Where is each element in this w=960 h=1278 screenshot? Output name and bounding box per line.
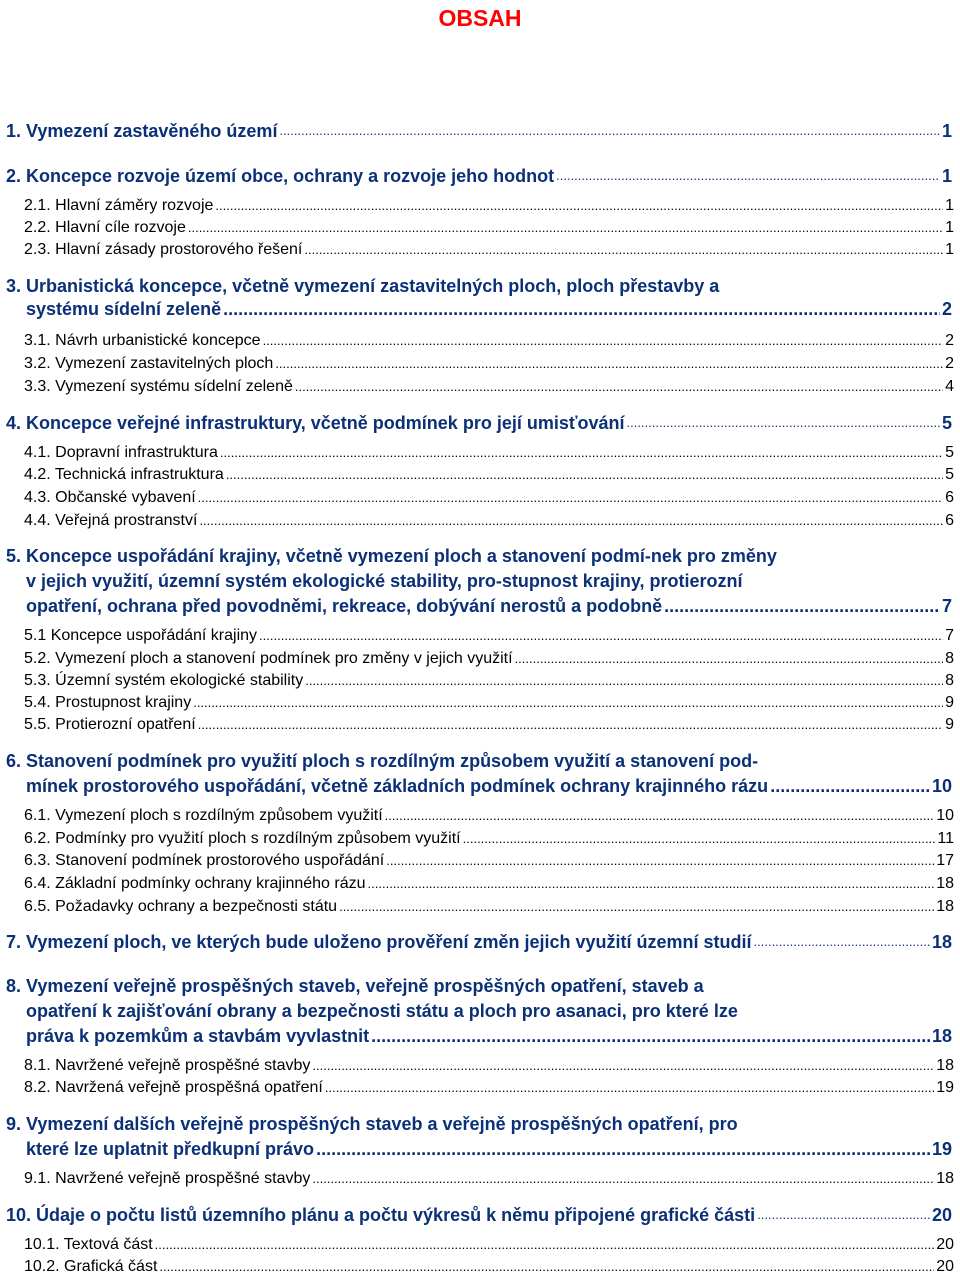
toc-entry-text: 4.2. Technická infrastruktura xyxy=(24,466,224,483)
toc-entry-page: 18 xyxy=(936,898,954,915)
toc-entry-10-1[interactable] xyxy=(24,1234,954,1255)
toc-leader xyxy=(312,1055,934,1076)
toc-entry-text: opatření k zajišťování obrany a bezpečnosti státu a ploch pro asanaci, pro které lze xyxy=(26,1001,738,1021)
toc-leader xyxy=(305,670,943,691)
toc-entry-5-5[interactable] xyxy=(24,714,954,735)
toc-entry-page: 18 xyxy=(936,1170,954,1187)
toc-leader xyxy=(215,195,943,216)
toc-leader xyxy=(463,828,936,849)
toc-entry-text: 4.1. Dopravní infrastruktura xyxy=(24,444,218,461)
toc-entry-text: 2.1. Hlavní záměry rozvoje xyxy=(24,197,214,214)
page-title: OBSAH xyxy=(438,5,522,31)
toc-entry-page: 19 xyxy=(936,1079,954,1096)
toc-entry-text: 6.1. Vymezení ploch s rozdílným způsobem využití xyxy=(24,807,383,824)
toc-leader xyxy=(770,774,930,798)
toc-entry-text: opatření, ochrana před povodněmi, rekreace, dobývání nerostů a podobně xyxy=(26,596,663,616)
toc-entry-3-cont[interactable] xyxy=(26,297,952,321)
toc-entry-text: 3.1. Návrh urbanistické koncepce xyxy=(24,332,261,349)
toc-entry-page: 1 xyxy=(945,219,954,236)
toc-leader xyxy=(386,850,934,871)
toc-entry-page: 20 xyxy=(936,1236,954,1253)
toc-entry-2[interactable] xyxy=(6,164,952,188)
toc-entry-4-4[interactable] xyxy=(24,510,954,531)
toc-entry-text: 5.1 Koncepce uspořádání krajiny xyxy=(24,627,258,644)
toc-leader xyxy=(223,297,940,321)
toc-entry-page: 1 xyxy=(945,197,954,214)
toc-entry-6[interactable] xyxy=(6,749,952,773)
toc-leader xyxy=(279,119,940,143)
toc-entry-page: 20 xyxy=(936,1258,954,1275)
toc-entry-page: 8 xyxy=(945,650,954,667)
toc-entry-page: 2 xyxy=(941,299,952,319)
toc-entry-text: práva k pozemkům a stavbám vyvlastnit xyxy=(26,1026,370,1046)
toc-entry-page: 1 xyxy=(941,121,952,141)
toc-entry-page: 11 xyxy=(937,830,954,847)
toc-entry-9[interactable] xyxy=(6,1112,952,1136)
toc-leader xyxy=(304,239,943,260)
toc-entry-text: 8.2. Navržená veřejně prospěšná opatření xyxy=(24,1079,323,1096)
toc-entry-10[interactable] xyxy=(6,1203,952,1227)
toc-entry-page: 18 xyxy=(936,1057,954,1074)
toc-entry-text: 6.3. Stanovení podmínek prostorového uspořádání xyxy=(24,852,385,869)
toc-entry-text: 5.5. Protierozní opatření xyxy=(24,716,196,733)
toc-entry-2-1[interactable] xyxy=(24,195,954,216)
toc-leader xyxy=(515,648,944,669)
toc-entry-3-3[interactable] xyxy=(24,376,954,397)
toc-entry-text: 8. Vymezení veřejně prospěšných staveb, veřejně prospěšných opatření, staveb a xyxy=(6,976,704,996)
toc-leader xyxy=(339,896,934,917)
toc-leader xyxy=(754,930,930,954)
toc-entry-page: 20 xyxy=(931,1205,952,1225)
toc-entry-text: 5.2. Vymezení ploch a stanovení podmínek pro změny v jejich využití xyxy=(24,650,513,667)
toc-entry-page: 18 xyxy=(936,875,954,892)
toc-entry-3[interactable] xyxy=(6,274,952,298)
toc-entry-page: 1 xyxy=(945,241,954,258)
toc-entry-9-cont[interactable] xyxy=(26,1137,952,1161)
toc-entry-5-cont-2[interactable] xyxy=(26,594,952,618)
toc-entry-page: 10 xyxy=(936,807,954,824)
toc-entry-text: 5. Koncepce uspořádání krajiny, včetně vymezení ploch a stanovení podmí-nek pro změny xyxy=(6,546,777,566)
toc-entry-6-3[interactable] xyxy=(24,850,954,871)
toc-leader xyxy=(198,714,943,735)
toc-entry-6-1[interactable] xyxy=(24,805,954,826)
toc-entry-page: 18 xyxy=(931,932,952,952)
toc-entry-text: 6.5. Požadavky ochrany a bezpečnosti státu xyxy=(24,898,338,915)
toc-entry-1[interactable] xyxy=(6,119,952,143)
toc-entry-text: 10. Údaje o počtu listů územního plánu a počtu výkresů k němu připojené grafické části xyxy=(6,1205,756,1225)
toc-entry-9-1[interactable] xyxy=(24,1168,954,1189)
toc-leader xyxy=(155,1234,935,1255)
toc-entry-7[interactable] xyxy=(6,930,952,954)
toc-entry-page: 2 xyxy=(945,332,954,349)
toc-entry-8[interactable] xyxy=(6,974,952,998)
toc-entry-page: 2 xyxy=(945,355,954,372)
toc-leader xyxy=(664,594,940,618)
toc-entry-4-1[interactable] xyxy=(24,442,954,463)
toc-entry-text: 7. Vymezení ploch, ve kterých bude uloženo prověření změn jejich využití územní studií xyxy=(6,932,752,952)
toc-entry-5-4[interactable] xyxy=(24,692,954,713)
toc-entry-page: 9 xyxy=(945,716,954,733)
toc-entry-text: 9.1. Navržené veřejně prospěšné stavby xyxy=(24,1170,311,1187)
toc-entry-text: 5.3. Územní systém ekologické stability xyxy=(24,672,304,689)
toc-entry-page: 5 xyxy=(945,444,954,461)
toc-entry-text: 3.2. Vymezení zastavitelných ploch xyxy=(24,355,274,372)
toc-leader xyxy=(556,164,940,188)
toc-entry-4[interactable] xyxy=(6,411,952,435)
toc-entry-page: 6 xyxy=(945,489,954,506)
toc-entry-5-1[interactable] xyxy=(24,625,954,646)
toc-entry-text: 4.3. Občanské vybavení xyxy=(24,489,196,506)
toc-entry-page: 18 xyxy=(931,1026,952,1046)
toc-entry-text: 8.1. Navržené veřejně prospěšné stavby xyxy=(24,1057,311,1074)
toc-entry-text: 2. Koncepce rozvoje území obce, ochrany a rozvoje jeho hodnot xyxy=(6,166,555,186)
toc-entry-text: 6.2. Podmínky pro využití ploch s rozdílným způsobem využití xyxy=(24,830,461,847)
toc-entry-page: 10 xyxy=(931,776,952,796)
toc-entry-10-2[interactable] xyxy=(24,1256,954,1277)
toc-entry-text: 4.4. Veřejná prostranství xyxy=(24,512,198,529)
toc-entry-4-2[interactable] xyxy=(24,464,954,485)
toc-entry-page: 5 xyxy=(945,466,954,483)
toc-entry-text: 2.3. Hlavní zásady prostorového řešení xyxy=(24,241,303,258)
toc-entry-8-cont-1[interactable] xyxy=(26,999,952,1023)
toc-entry-6-4[interactable] xyxy=(24,873,954,894)
toc-leader xyxy=(226,464,943,485)
toc-entry-text: které lze uplatnit předkupní právo xyxy=(26,1139,315,1159)
toc-entry-page: 1 xyxy=(941,166,952,186)
toc-entry-page: 5 xyxy=(941,413,952,433)
toc-leader xyxy=(325,1077,934,1098)
toc-entry-text: 10.2. Grafická část xyxy=(24,1258,158,1275)
toc-entry-page: 9 xyxy=(945,694,954,711)
toc-entry-page: 8 xyxy=(945,672,954,689)
toc-entry-page: 17 xyxy=(936,852,954,869)
toc-leader xyxy=(259,625,943,646)
toc-entry-text: 9. Vymezení dalších veřejně prospěšných staveb a veřejně prospěšných opatření, pro xyxy=(6,1114,738,1134)
toc-entry-page: 6 xyxy=(945,512,954,529)
toc-entry-3-1[interactable] xyxy=(24,330,954,351)
toc-leader xyxy=(188,217,943,238)
toc-leader xyxy=(263,330,944,351)
toc-entry-5-3[interactable] xyxy=(24,670,954,691)
toc-entry-5[interactable] xyxy=(6,544,952,568)
toc-entry-text: 3.3. Vymezení systému sídelní zeleně xyxy=(24,378,293,395)
toc-leader xyxy=(198,487,943,508)
toc-leader xyxy=(199,510,943,531)
toc-entry-text: 10.1. Textová část xyxy=(24,1236,153,1253)
toc-leader xyxy=(368,873,935,894)
toc-leader xyxy=(295,376,943,397)
toc-entry-6-2[interactable] xyxy=(24,828,954,849)
toc-entry-page: 7 xyxy=(941,596,952,616)
toc-entry-text: mínek prostorového uspořádání, včetně základních podmínek ochrany krajinného rázu xyxy=(26,776,769,796)
toc-entry-text: 6. Stanovení podmínek pro využití ploch s rozdílným způsobem využití a stanovení pod- xyxy=(6,751,759,771)
toc-entry-8-1[interactable] xyxy=(24,1055,954,1076)
toc-leader xyxy=(385,805,935,826)
toc-entry-text: v jejich využití, územní systém ekologické stability, pro-stupnost krajiny, protierozní xyxy=(26,571,743,591)
toc-entry-text: 4. Koncepce veřejné infrastruktury, včetně podmínek pro její umisťování xyxy=(6,413,625,433)
toc-leader xyxy=(626,411,940,435)
toc-leader xyxy=(193,692,943,713)
toc-entry-8-cont-2[interactable] xyxy=(26,1024,952,1048)
toc-leader xyxy=(220,442,943,463)
toc-entry-5-2[interactable] xyxy=(24,648,954,669)
toc-leader xyxy=(757,1203,930,1227)
toc-entry-page: 7 xyxy=(945,627,954,644)
toc-entry-5-cont-1[interactable] xyxy=(26,569,952,593)
toc-entry-6-cont[interactable] xyxy=(26,774,952,798)
toc-leader xyxy=(316,1137,930,1161)
toc-entry-4-3[interactable] xyxy=(24,487,954,508)
toc-entry-2-3[interactable] xyxy=(24,239,954,260)
toc-entry-text: 1. Vymezení zastavěného území xyxy=(6,121,278,141)
toc-leader xyxy=(275,353,943,374)
toc-entry-text: 6.4. Základní podmínky ochrany krajinného rázu xyxy=(24,875,366,892)
toc-entry-6-5[interactable] xyxy=(24,896,954,917)
toc-entry-page: 19 xyxy=(931,1139,952,1159)
toc-entry-text: 2.2. Hlavní cíle rozvoje xyxy=(24,219,186,236)
toc-entry-page: 4 xyxy=(945,378,954,395)
toc-leader xyxy=(159,1256,934,1277)
toc-entry-text: 3. Urbanistická koncepce, včetně vymezení zastavitelných ploch, ploch přestavby a xyxy=(6,276,720,296)
toc-leader xyxy=(312,1168,934,1189)
toc-entry-2-2[interactable] xyxy=(24,217,954,238)
toc-entry-text: systému sídelní zeleně xyxy=(26,299,222,319)
toc-leader xyxy=(371,1024,930,1048)
toc-entry-text: 5.4. Prostupnost krajiny xyxy=(24,694,192,711)
toc-entry-3-2[interactable] xyxy=(24,353,954,374)
toc-entry-8-2[interactable] xyxy=(24,1077,954,1098)
